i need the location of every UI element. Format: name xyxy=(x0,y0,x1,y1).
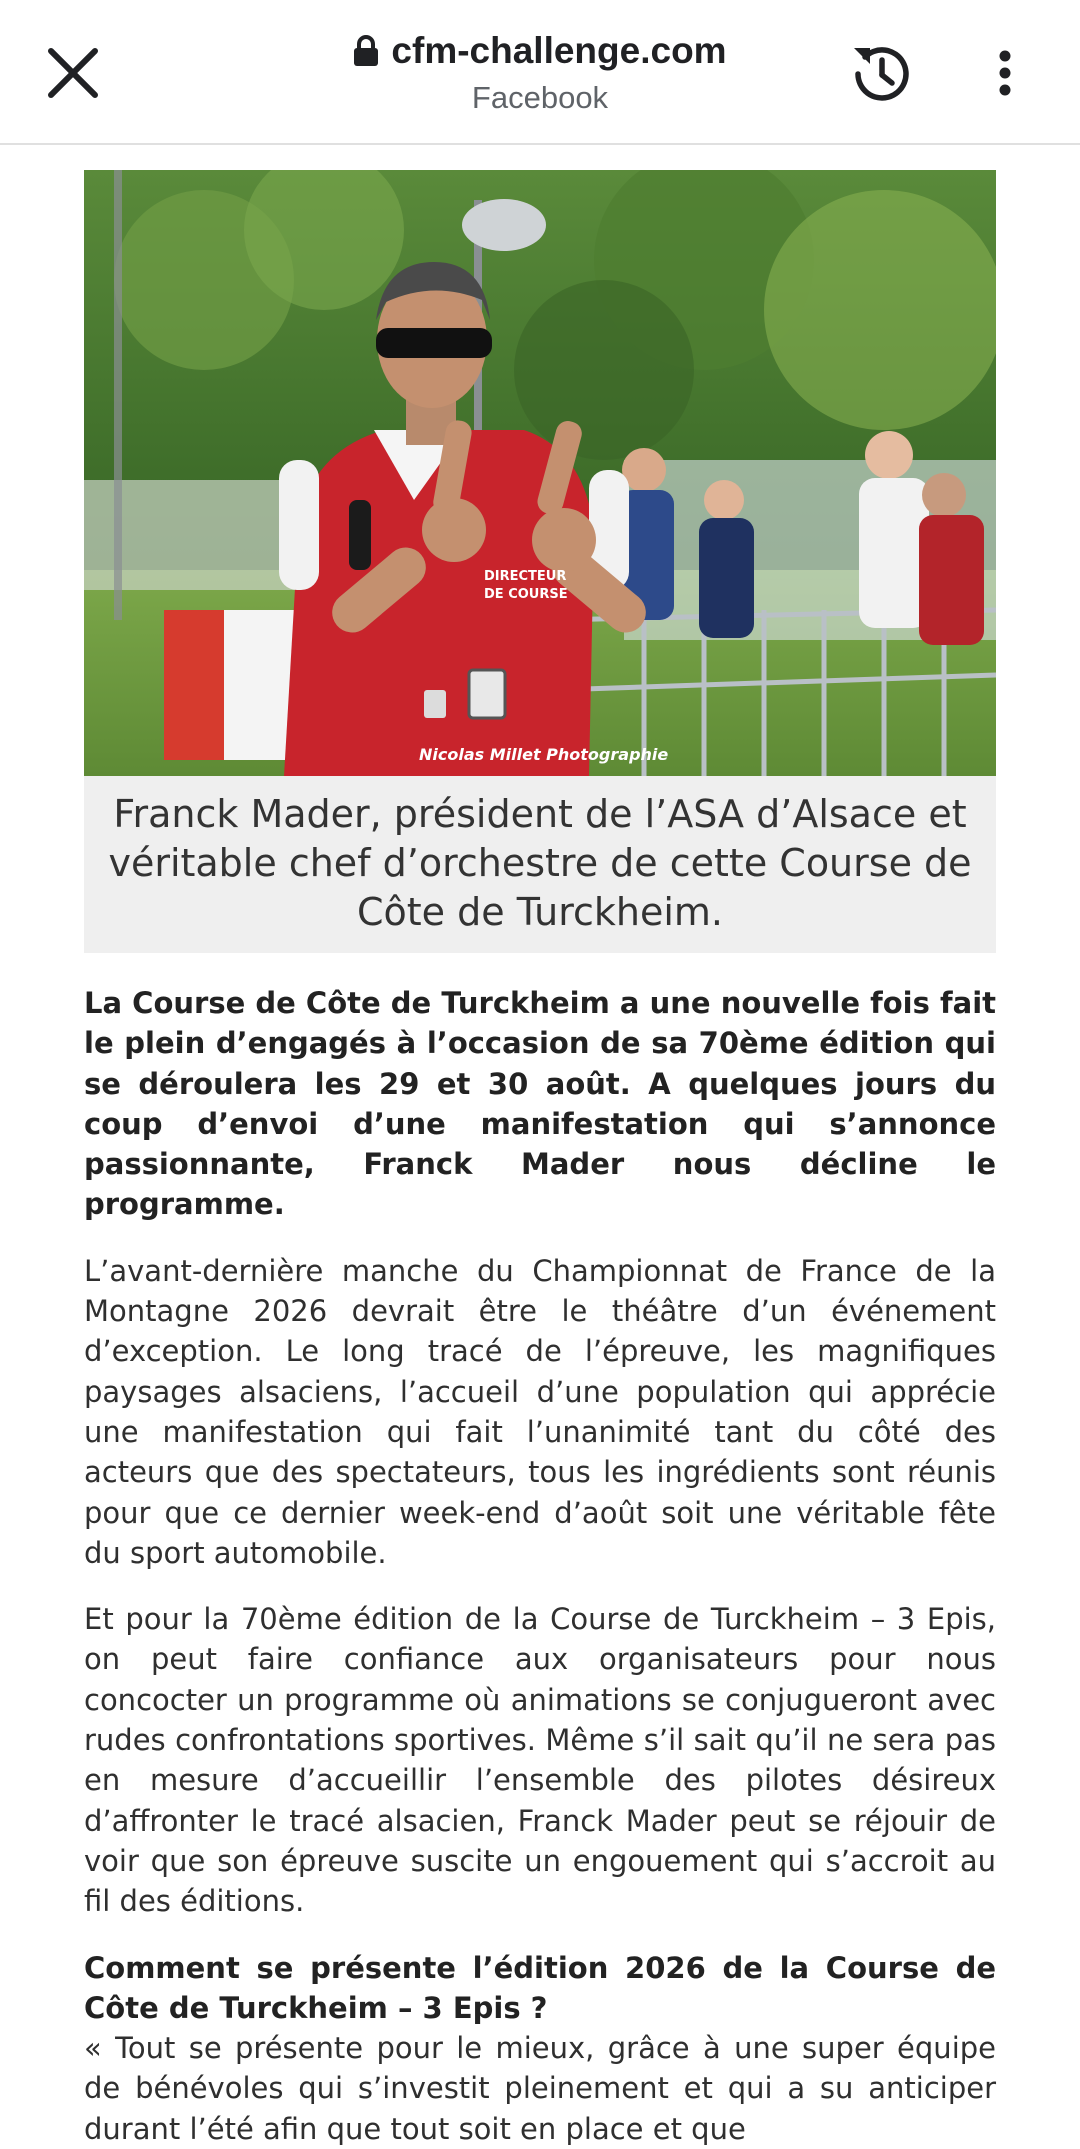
photo-caption: Franck Mader, président de l’ASA d’Alsace et véritable chef d’orchestre de cette Course de Côte de Turckheim. xyxy=(84,776,996,953)
close-icon xyxy=(47,47,99,99)
hero-photo[interactable] xyxy=(84,170,996,776)
more-vert-icon xyxy=(997,49,1013,97)
lock-icon xyxy=(353,35,379,67)
url-display[interactable] xyxy=(200,24,880,116)
url-source-label: Facebook xyxy=(471,80,609,115)
hero-photo-illustration xyxy=(84,170,996,776)
svg-text:DE COURSE: DE COURSE xyxy=(484,587,568,602)
interview-answer: « Tout se présente pour le mieux, grâce à une super équipe de bénévoles qui s’investit pleinement et qui a su anticiper durant l’été afin que tout soit en place et que xyxy=(84,2031,996,2146)
svg-text:DIRECTEUR: DIRECTEUR xyxy=(484,569,567,584)
article-content xyxy=(84,170,996,2149)
article-paragraph: Et pour la 70ème édition de la Course de Turckheim – 3 Epis, on peut faire confiance aux organisateurs pour nous concocter un programme où animations se conjugueront avec rudes confrontations sportives. Même s’il sait qu’il ne sera pas en mesure d’accueillir l’ensemble des pilotes désireux d’affronter le tracé alsacien, Franck Mader peut se réjouir de voir que son épreuve suscite un engouement qui s’accroit au fil des éditions. xyxy=(84,1602,996,1919)
article-body xyxy=(84,983,996,2149)
article-lead: La Course de Côte de Turckheim a une nouvelle fois fait le plein d’engagés à l’occasion de sa 70ème édition qui se déroulera les 29 et 30 août. A quelques jours du coup d’envoi d’une manifestation qui s’annonce passionnante, Franck Mader nous décline le programme. xyxy=(84,986,996,1222)
history-icon xyxy=(848,40,916,108)
browser-toolbar xyxy=(0,0,1080,145)
history-button[interactable] xyxy=(846,38,918,110)
url-domain: cfm-challenge.com xyxy=(391,30,727,71)
article-paragraph: L’avant-dernière manche du Championnat de France de la Montagne 2026 devrait être le théâtre d’un événement d’exception. Le long tracé de l’épreuve, les magnifiques paysages alsaciens, l’accueil d’une population qui apprécie une manifestation qui fait l’unanimité tant du côté des acteurs que des spectateurs, tous les ingrédients sont réunis pour que ce dernier week-end d’août soit une véritable fête du sport automobile. xyxy=(84,1253,996,1570)
interview-question: Comment se présente l’édition 2026 de la Course de Côte de Turckheim – 3 Epis ? xyxy=(84,1950,996,2025)
close-button[interactable] xyxy=(40,40,106,106)
photo-watermark: Nicolas Millet Photographie xyxy=(419,745,669,764)
overflow-menu-button[interactable] xyxy=(980,40,1030,106)
